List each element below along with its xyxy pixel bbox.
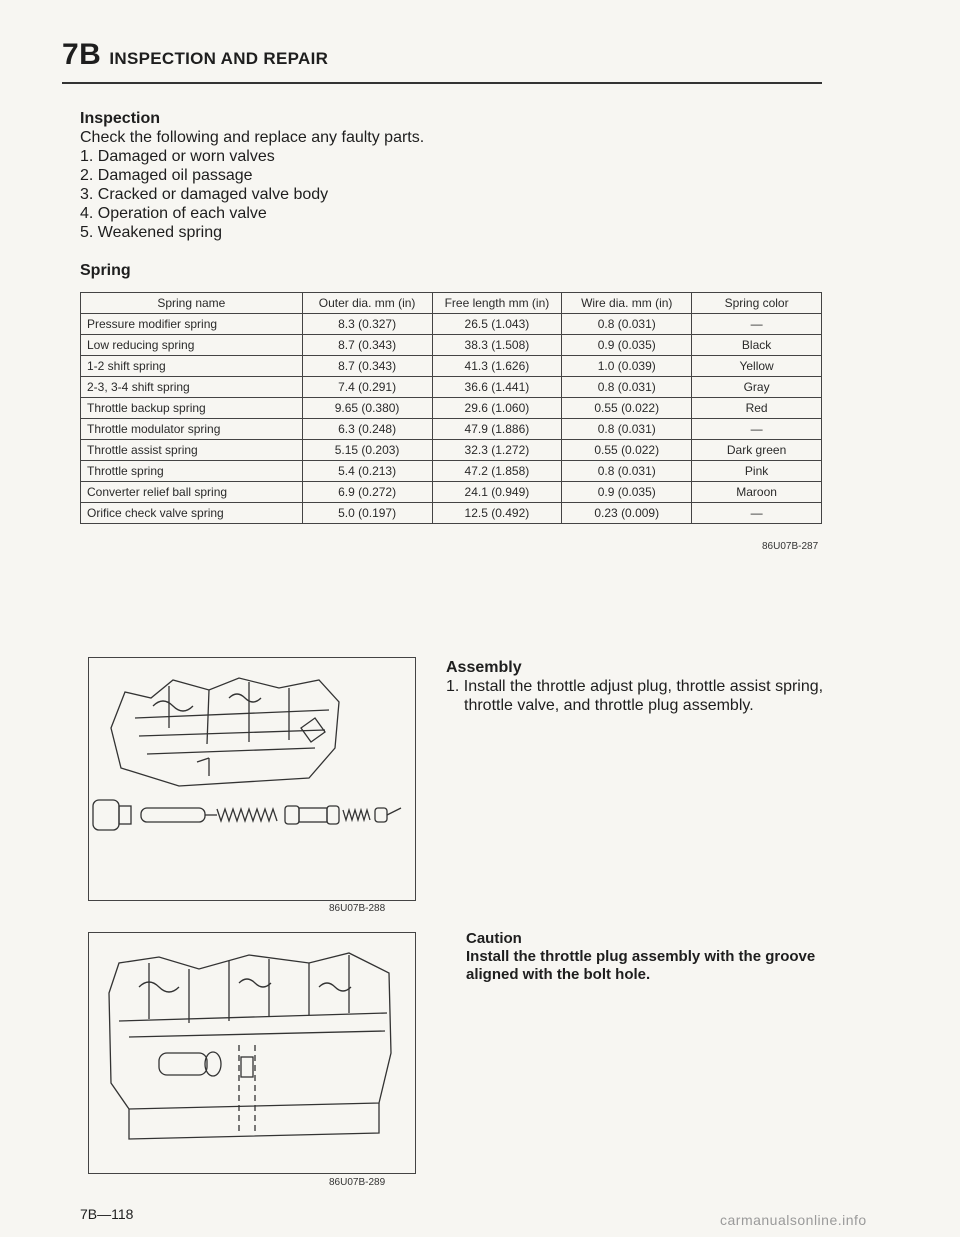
wire-dia-cell: 1.0 (0.039) <box>562 356 692 377</box>
wire-dia-cell: 0.8 (0.031) <box>562 377 692 398</box>
wire-dia-cell: 0.55 (0.022) <box>562 398 692 419</box>
figure-code: 86U07B-288 <box>329 903 386 914</box>
free-length-cell: 32.3 (1.272) <box>432 440 562 461</box>
spring-name-cell: 2-3, 3-4 shift spring <box>81 377 303 398</box>
table-row <box>81 419 822 440</box>
spring-name-cell: Converter relief ball spring <box>81 482 303 503</box>
spring-color-cell: Black <box>692 335 822 356</box>
table-row <box>81 503 822 524</box>
caution-title: Caution <box>466 930 522 947</box>
section-header <box>62 38 328 72</box>
section-title: INSPECTION AND REPAIR <box>109 49 329 68</box>
outer-dia-cell: 8.7 (0.343) <box>302 356 432 377</box>
free-length-cell: 36.6 (1.441) <box>432 377 562 398</box>
spring-color-cell: Dark green <box>692 440 822 461</box>
watermark-text: carmanualsonline.info <box>720 1212 867 1228</box>
spring-name-cell: Low reducing spring <box>81 335 303 356</box>
spring-color-cell: Pink <box>692 461 822 482</box>
column-header: Spring color <box>692 293 822 314</box>
free-length-cell: 29.6 (1.060) <box>432 398 562 419</box>
spring-name-cell: Throttle backup spring <box>81 398 303 419</box>
wire-dia-cell: 0.9 (0.035) <box>562 482 692 503</box>
section-code: 7B <box>62 38 102 71</box>
table-row <box>81 377 822 398</box>
table-row <box>81 335 822 356</box>
outer-dia-cell: 7.4 (0.291) <box>302 377 432 398</box>
assembly-section <box>446 659 834 715</box>
outer-dia-cell: 5.15 (0.203) <box>302 440 432 461</box>
header-rule <box>62 82 822 84</box>
inspection-item: 1. Damaged or worn valves <box>80 148 275 165</box>
assembly-title: Assembly <box>446 659 522 676</box>
inspection-list <box>80 147 680 242</box>
table-figure-code: 86U07B-287 <box>762 541 819 552</box>
spring-name-cell: Throttle modulator spring <box>81 419 303 440</box>
inspection-section <box>80 110 680 242</box>
free-length-cell: 47.9 (1.886) <box>432 419 562 440</box>
throttle-valve-illustration <box>89 658 415 900</box>
spring-title: Spring <box>80 262 131 279</box>
free-length-cell: 38.3 (1.508) <box>432 335 562 356</box>
valve-body-illustration <box>89 933 415 1173</box>
figure-throttle-valve-parts <box>88 657 416 914</box>
caution-text: Install the throttle plug assembly with the groove aligned with the bolt hole. <box>466 948 816 983</box>
page-number: 7B—118 <box>80 1206 134 1222</box>
outer-dia-cell: 6.3 (0.248) <box>302 419 432 440</box>
spring-color-cell: — <box>692 419 822 440</box>
free-length-cell: 24.1 (0.949) <box>432 482 562 503</box>
spring-name-cell: Orifice check valve spring <box>81 503 303 524</box>
spring-name-cell: Pressure modifier spring <box>81 314 303 335</box>
column-header: Free length mm (in) <box>432 293 562 314</box>
table-row <box>81 356 822 377</box>
outer-dia-cell: 5.4 (0.213) <box>302 461 432 482</box>
free-length-cell: 47.2 (1.858) <box>432 461 562 482</box>
inspection-title: Inspection <box>80 110 161 127</box>
spring-color-cell: Yellow <box>692 356 822 377</box>
free-length-cell: 12.5 (0.492) <box>432 503 562 524</box>
wire-dia-cell: 0.55 (0.022) <box>562 440 692 461</box>
outer-dia-cell: 6.9 (0.272) <box>302 482 432 503</box>
wire-dia-cell: 0.8 (0.031) <box>562 419 692 440</box>
column-header: Wire dia. mm (in) <box>562 293 692 314</box>
wire-dia-cell: 0.8 (0.031) <box>562 461 692 482</box>
spring-color-cell: Maroon <box>692 482 822 503</box>
spring-color-cell: — <box>692 503 822 524</box>
wire-dia-cell: 0.9 (0.035) <box>562 335 692 356</box>
spring-name-cell: Throttle assist spring <box>81 440 303 461</box>
table-header-row <box>81 293 822 314</box>
caution-box <box>466 930 830 984</box>
inspection-item: 5. Weakened spring <box>80 224 223 241</box>
inspection-intro: Check the following and replace any faulty parts. <box>80 129 425 146</box>
spring-color-cell: Red <box>692 398 822 419</box>
table-row <box>81 461 822 482</box>
wire-dia-cell: 0.8 (0.031) <box>562 314 692 335</box>
spring-name-cell: 1-2 shift spring <box>81 356 303 377</box>
table-row <box>81 314 822 335</box>
outer-dia-cell: 8.3 (0.327) <box>302 314 432 335</box>
spring-color-cell: — <box>692 314 822 335</box>
assembly-step-1: 1. Install the throttle adjust plug, throttle assist spring, throttle valve, and throttle plug assembly. <box>446 678 824 714</box>
free-length-cell: 26.5 (1.043) <box>432 314 562 335</box>
spring-color-cell: Gray <box>692 377 822 398</box>
wire-dia-cell: 0.23 (0.009) <box>562 503 692 524</box>
figure-throttle-plug-assembly <box>88 932 416 1188</box>
spring-name-cell: Throttle spring <box>81 461 303 482</box>
table-row <box>81 398 822 419</box>
spring-spec-table <box>80 292 822 524</box>
table-row <box>81 482 822 503</box>
inspection-item: 3. Cracked or damaged valve body <box>80 186 329 203</box>
outer-dia-cell: 5.0 (0.197) <box>302 503 432 524</box>
inspection-item: 2. Damaged oil passage <box>80 167 253 184</box>
figure-code: 86U07B-289 <box>329 1177 386 1188</box>
outer-dia-cell: 8.7 (0.343) <box>302 335 432 356</box>
inspection-item: 4. Operation of each valve <box>80 205 267 222</box>
outer-dia-cell: 9.65 (0.380) <box>302 398 432 419</box>
column-header: Outer dia. mm (in) <box>302 293 432 314</box>
column-header: Spring name <box>81 293 303 314</box>
free-length-cell: 41.3 (1.626) <box>432 356 562 377</box>
table-row <box>81 440 822 461</box>
